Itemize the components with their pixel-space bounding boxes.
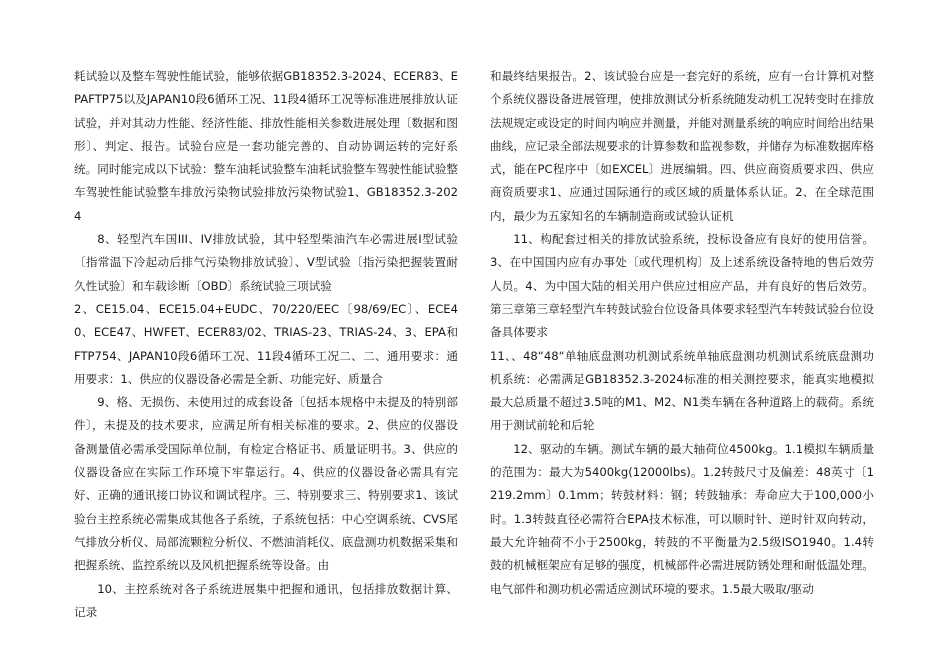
right-paragraph-1: 和最终结果报告。2、该试验台应是一套完好的系统，应有一台计算机对整个系统仪器设备进展管理，使排放测试分析系统随发动机工况转变时在排放法规规定或设定的时间内响应并测量，并能对测量系统的响应时间给出结果曲线，应记录全部法规要求的计算参数和监视参数，并储存为标准数据库格式，能在PC程序中〔如EXCEL〕进展编辑。四、供应商资质要求四、供应商资质要求1、应通过国际通行的或区域的质量体系认证。2、在全球范围内，最少为五家知名的车辆制造商或试验认证机 xyxy=(490,69,874,223)
left-column xyxy=(74,65,458,624)
left-paragraph-4: 9、格、无损伤、未使用过的成套设备〔包括本规格中未提及的特别部件〕，未提及的技术要求，应满足所有相关标准的要求。2、供应的仪器设备测量值必需承受国际单位制，有检定合格证书、质量证明书。3、供应的仪器设备应在实际工作环境下牢靠运行。4、供应的仪器设备必需具有完好、正确的通讯接口协议和调试程序。三、特别要求三、特别要求1、该试验台主控系统必需集成其他各子系统，子系统包括：中心空调系统、CVS尾气排放分析仪、局部流颗粒分析仪、不燃油消耗仪、底盘测功机数据采集和把握系统、监控系统以及风机把握系统等设备。由 xyxy=(74,395,458,573)
left-paragraph-1: 耗试验以及整车驾驶性能试验，能够依据GB18352.3-2024、ECER83、EPAFTP75以及JAPAN10段6循环工况、11段4循环工况等标准进展排放认证试验，并对其动力性能、经济性能、排放性能相关参数进展处理〔数据和图形〕、判定、报告。试验台应是一套功能完善的、自动协调运转的完好系统。同时能完成以下试验：整车油耗试验整车油耗试验整车驾驶性能试验整车驾驶性能试验整车排放污染物试验排放污染物试验1、GB18352.3-2024 xyxy=(74,69,458,223)
left-paragraph-2: 8、轻型汽车国III、IV排放试验，其中轻型柴油汽车必需进展Ⅰ型试验〔指常温下冷起动后排气污染物排放试验〕、Ⅴ型试验〔指污染把握装置耐久性试验〕和车载诊断〔OBD〕系统试验三项试验 xyxy=(74,232,458,293)
right-paragraph-3: 11、、48“48“单轴底盘测功机测试系统单轴底盘测功机测试系统底盘测功机系统：必需满足GB18352.3-2024标准的相关测控要求，能真实地模拟最大总质量不超过3.5吨的M1、M2、N1类车辆在各种道路上的载荷。系统用于测试前轮和后轮 xyxy=(490,348,874,433)
right-paragraph-2: 11、构配套过相关的排放试验系统，投标设备应有良好的使用信誉。3、在中国国内应有办事处〔或代理机构〕及上述系统设备特地的售后效劳人员。4、为中国大陆的相关用户供应过相应产品，并有良好的售后效劳。第三章第三章轻型汽车转鼓试验台位设备具体要求轻型汽车转鼓试验台位设备具体要求 xyxy=(490,232,874,340)
left-paragraph-5: 10、主控系统对各子系统进展集中把握和通讯，包括排放数据计算、记录 xyxy=(74,581,458,619)
right-paragraph-4: 12、驱动的车辆。测试车辆的最大轴荷位4500kg。1.1模拟车辆质量的范围为：最大为5400kg(12000lbs)。1.2转鼓尺寸及偏差：48英寸〔1219.2mm〕0.1mm；转鼓材料：钢；转鼓轴承：寿命应大于100,000小时。1.3转鼓直径必需符合EPA技术标准，可以顺时针、逆时针双向转动，最大允许轴荷不小于2500kg，转鼓的不平衡量为2.5级ISO1940。1.4转鼓的机械框架应有足够的强度，机械部件必需进展防锈处理和耐低温处理。电气部件和测功机必需适应测试环境的要求。1.5最大吸取/驱动 xyxy=(490,441,874,596)
left-paragraph-3: 2、CE15.04、ECE15.04+EUDC、70/220/EEC〔98/69/EC〕、ECE40、ECE47、HWFET、ECER83/02、TRIAS-23、TRIAS-24、3、EPA和FTP754、JAPAN10段6循环工况、11段4循环工况二、二、通用要求：通用要求：1、供应的仪器设备必需是全新、功能完好、质量合 xyxy=(74,301,458,386)
right-column xyxy=(490,65,874,601)
